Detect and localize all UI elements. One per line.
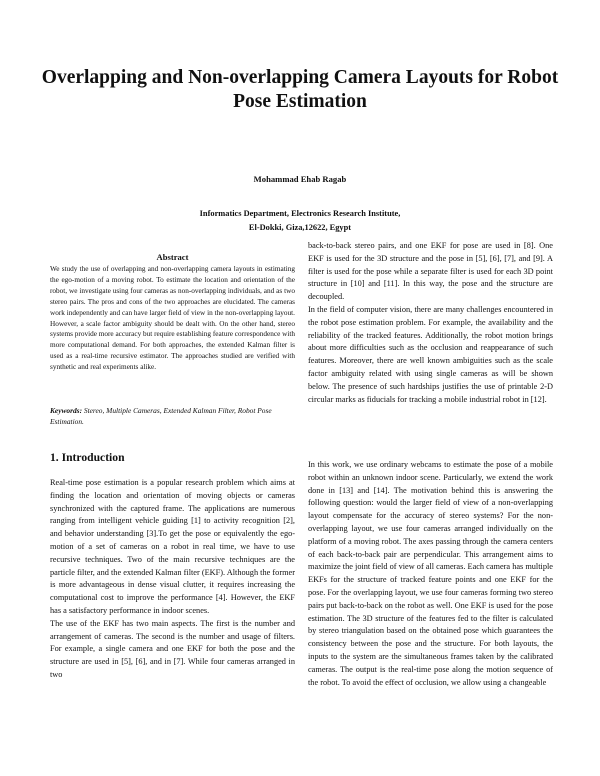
- paragraph: Real-time pose estimation is a popular research problem which aims at finding the location and orientation of moving objects or cameras synchronized with the captured frame. The applications are numerous ranging from intelligent vehicle guiding [1] to activity recognition [2], and behavior understanding [3].To get the pose or equivalently the ego-motion of a set of cameras on a robot in real time, we have to use recursive techniques. Two of the main recursive techniques are the particle filter, and the extended Kalman filter (EKF). Although the former is more advantageous in dense visual clutter, it requires increasing the computational cost to improve the performance [4]. However, the EKF has a satisfactory performance in indoor scenes.: [50, 478, 295, 615]
- right-column-body: [308, 240, 553, 406]
- keywords-list: Stereo, Multiple Cameras, Extended Kalman Filter, Robot Pose Estimation.: [50, 406, 272, 426]
- paragraph: In this work, we use ordinary webcams to estimate the pose of a mobile robot within an unknown indoor scene. Particularly, we extend the work done in [13] and [14]. The motivation behind this is answering the following question: would the larger field of view of a non-overlapping layout compensate for the accuracy of stereo systems? For the non-overlapping layout, we use four cameras arranged individually on the platform of a moving robot. The axes passing through the camera centers of each back-to-back pair are perpendicular. This arrangement aims to maximize the joint field of view of all cameras. Each camera has multiple EKFs for the structure of tracked feature points and one EKF for the pose. For the overlapping layout, we use four cameras forming two stereo pairs put back-to-back on the robot as well. One EKF is used for the pose estimation. The 3D structure of the features fed to the filter is calculated by stereo triangulation based on the obtained pose which guarantees the consistency between the pose and the structure. For both layouts, the inputs to the system are the simultaneous frames taken by the calibrated cameras. The output is the real-time pose along the motion sequence of the robot. To avoid the effect of occlusion, we allow using a changeable: [308, 460, 553, 687]
- keywords-label: Keywords:: [50, 406, 83, 415]
- paragraph: In the field of computer vision, there are many challenges encountered in the robot pose estimation problem. For example, the availability and the reliability of the tracked features. Additionally, the robot motion brings about more difficulties such as the occlusion and reappearance of such features. Moreover, there are well known ambiguities such as the scale factor ambiguity related with using single cameras as will be shown below. The presence of such hardships justifies the use of printable 2-D circular marks as fiducials for tracking a mobile industrial robot in [12].: [308, 304, 553, 404]
- abstract-body: We study the use of overlapping and non-overlapping camera layouts in estimating the ego-motion of a moving robot. To estimate the location and orientation of the robot, we investigate using four cameras as non-overlapping individuals, and as two stereo pairs. The pros and cons of the two approaches are elucidated. The cameras work independently and can have larger field of view in the non-overlapping layout. However, a scale factor ambiguity should be dealt with. On the other hand, stereo systems provide more accuracy but require establishing feature correspondence with more computational demand. For both approaches, the extended Kalman filter is used as a real-time recursive estimator. The approaches studied are verified with synthetic and real experiments alike.: [50, 265, 295, 372]
- paper-title: Overlapping and Non-overlapping Camera Layouts for Robot Pose Estimation: [41, 67, 559, 112]
- paragraph: The use of the EKF has two main aspects. The first is the number and arrangement of cameras. The second is the number and usage of filters. For example, a single camera and one EKF for both the pose and the structure are used in [5], [6], and in [7]. While four cameras arranged in two: [50, 618, 295, 679]
- keywords: [50, 406, 295, 427]
- affiliation-line: Informatics Department, Electronics Research Institute,: [199, 209, 401, 218]
- abstract-heading: Abstract: [156, 252, 189, 262]
- affiliation: [0, 207, 600, 235]
- affiliation-line: El-Dokki, Giza,12622, Egypt: [248, 223, 352, 232]
- right-column-body-2: [308, 459, 553, 689]
- left-column-body: [50, 477, 295, 682]
- section-heading-introduction: 1. Introduction: [50, 451, 125, 464]
- paragraph: back-to-back stereo pairs, and one EKF for pose are used in [8]. One EKF is used for the 3D structure and the pose in [5], [6], [7], and [9]. A filter is used for the pose while a separate filter is used for each 3D point structure in [10] and [11]. In this way, the pose and the structure are decoupled.: [308, 241, 553, 302]
- author-name: Mohammad Ehab Ragab: [253, 174, 347, 184]
